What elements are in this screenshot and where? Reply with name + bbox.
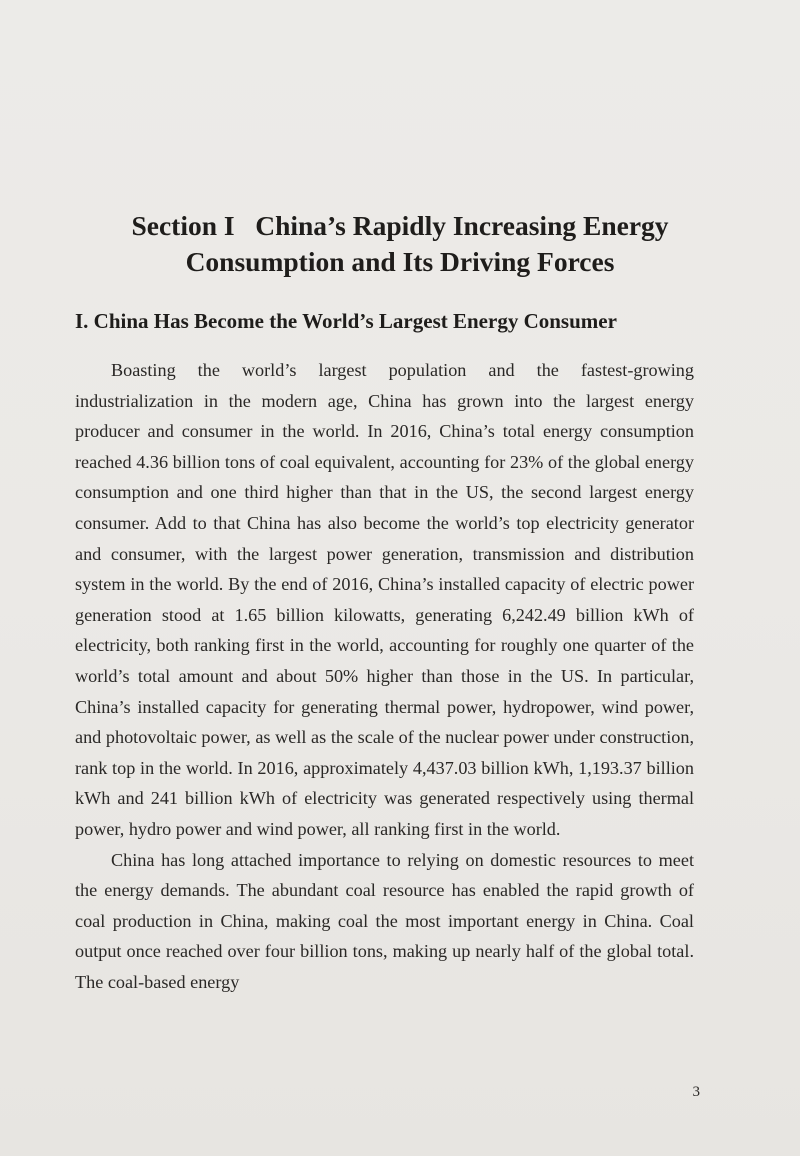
section-title xyxy=(70,208,730,280)
subsection-title: I. China Has Become the World’s Largest Energy Consumer xyxy=(75,309,617,333)
section-title-line-1: Section I China’s Rapidly Increasing Energy xyxy=(131,210,669,241)
section-title-line-2: Consumption and Its Driving Forces xyxy=(185,246,615,277)
body-text xyxy=(75,355,694,997)
paragraph-2: China has long attached importance to relying on domestic resources to meet the energy demands. The abundant coal resource has enabled the rapid growth of coal production in China, making coal the most important energy in China. Coal output once reached over four billion tons, making up nearly half of the global total. The coal-based energy xyxy=(75,849,694,992)
bleed-through-header xyxy=(60,58,700,74)
page-number: 3 xyxy=(692,1084,700,1100)
paragraph-1: Boasting the world’s largest population and the fastest-growing industrialization in the modern age, China has grown into the largest energy producer and consumer in the world. In 2016, China’s total energy consumption reached 4.36 billion tons of coal equivalent, accounting for 23% of the global energy consumption and one third higher than that in the US, the second largest energy consumer. Add to that China has also become the world’s top electricity generator and consumer, with the largest power generation, transmission and distribution system in the world. By the end of 2016, China’s installed capacity of electric power generation stood at 1.65 billion kilowatts, generating 6,242.49 billion kWh of electricity, both ranking first in the world, accounting for roughly one quarter of the world’s total amount and about 50% higher than those in the US. In particular, China’s installed capacity for generating thermal power, hydropower, wind power, and photovoltaic power, as well as the scale of the nuclear power under construction, rank top in the world. In 2016, approximately 4,437.03 billion kWh, 1,193.37 billion kWh and 241 billion kWh of electricity was generated respectively using thermal power, hydro power and wind power, all ranking first in the world. xyxy=(75,360,694,839)
